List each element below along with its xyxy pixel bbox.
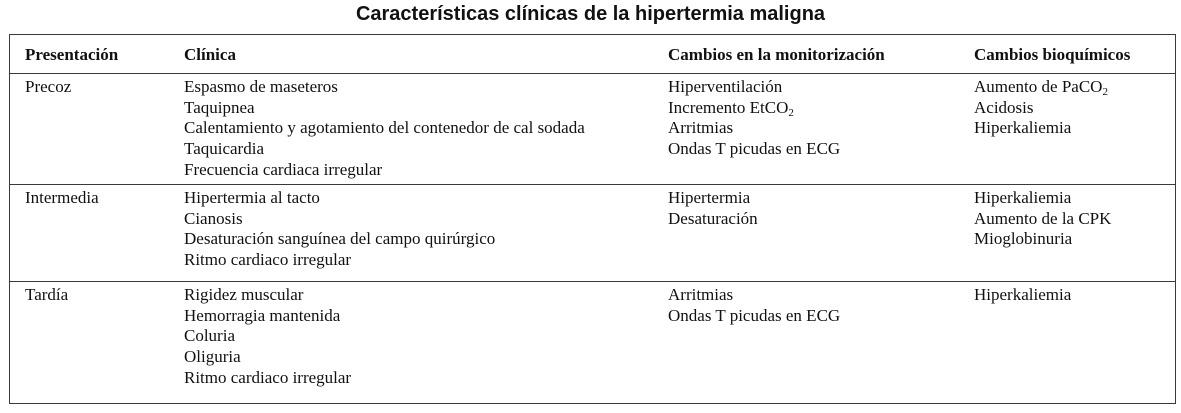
cell-line	[25, 77, 71, 98]
cell-text: Hiperkaliemia	[974, 118, 1072, 138]
cell-text: Ritmo cardiaco irregular	[184, 250, 352, 270]
cell-line	[184, 229, 495, 250]
cell-text: Hipertermia	[668, 188, 751, 207]
cell-text: Calentamiento y agotamiento del contenedor de cal sodada	[184, 118, 585, 138]
cell-monitorizacion	[668, 77, 840, 160]
cell-text: Aumento de la CPK	[974, 208, 1112, 228]
cell-text: Rigidez muscular	[184, 285, 304, 304]
cell-line	[184, 306, 351, 327]
cell-line	[974, 285, 1071, 306]
cell-line	[974, 209, 1111, 230]
cell-line	[184, 118, 585, 139]
cell-line	[668, 188, 758, 209]
cell-line	[668, 306, 840, 327]
cell-line	[974, 77, 1108, 98]
cell-line	[184, 188, 495, 209]
cell-line	[25, 188, 99, 209]
cell-line	[668, 285, 840, 306]
cell-text: Hiperkaliemia	[974, 188, 1072, 207]
cell-line	[184, 250, 495, 271]
cell-line	[184, 285, 351, 306]
cell-text: Ondas T picudas en ECG	[668, 139, 841, 159]
cell-line	[184, 160, 585, 181]
subscript: 2	[788, 106, 794, 119]
cell-presentacion	[25, 285, 68, 306]
cell-line	[668, 118, 840, 139]
cell-monitorizacion	[668, 188, 758, 229]
cell-line	[184, 77, 585, 98]
cell-line	[25, 285, 68, 306]
cell-text: Ondas T picudas en ECG	[668, 305, 841, 325]
cell-line	[668, 98, 840, 119]
cell-text: Frecuencia cardiaca irregular	[184, 159, 383, 179]
cell-text: Arritmias	[668, 118, 734, 138]
cell-text: Intermedia	[25, 188, 99, 207]
cell-text: Arritmias	[668, 285, 734, 304]
cell-text: Mioglobinuria	[974, 229, 1073, 249]
cell-text: Hipertermia al tacto	[184, 188, 320, 207]
cell-presentacion	[25, 188, 99, 209]
cell-clinica	[184, 77, 585, 181]
header-clinica: Clínica	[184, 45, 236, 64]
cell-line	[184, 368, 351, 389]
subscript: 2	[1102, 86, 1108, 98]
table-row	[10, 281, 1175, 403]
cell-text: Acidosis	[974, 97, 1034, 117]
cell-line	[974, 98, 1108, 119]
cell-text: Coluria	[184, 326, 235, 346]
table-row	[10, 73, 1175, 185]
table-header-row	[10, 35, 1175, 74]
cell-text: Desaturación sanguínea del campo quirúrgico	[184, 229, 496, 249]
cell-clinica	[184, 285, 351, 389]
cell-text: Hiperventilación	[668, 77, 783, 96]
header-presentacion: Presentación	[25, 45, 119, 64]
cell-text: Taquipnea	[184, 97, 255, 117]
cell-line	[184, 209, 495, 230]
cell-line	[668, 77, 840, 98]
cell-bioquimicos	[974, 188, 1111, 250]
cell-line	[668, 139, 840, 160]
cell-text: Aumento de PaCO	[974, 77, 1103, 96]
clinical-table	[9, 34, 1176, 404]
cell-line	[974, 188, 1111, 209]
header-monitorizacion: Cambios en la monitorización	[668, 45, 885, 64]
cell-text: Espasmo de maseteros	[184, 77, 338, 96]
cell-line	[184, 98, 585, 119]
cell-text: Desaturación	[668, 208, 758, 228]
cell-text: Hemorragia mantenida	[184, 305, 341, 325]
header-bioquimicos: Cambios bioquímicos	[974, 45, 1131, 64]
cell-text: Incremento EtCO	[668, 97, 789, 117]
cell-line	[184, 326, 351, 347]
cell-line	[974, 229, 1111, 250]
table-row	[10, 184, 1175, 282]
cell-text: Precoz	[25, 77, 72, 96]
cell-bioquimicos	[974, 285, 1071, 306]
cell-line	[974, 118, 1108, 139]
cell-bioquimicos	[974, 77, 1108, 139]
table-title: Características clínicas de la hipertermia maligna	[355, 3, 826, 25]
cell-text: Hiperkaliemia	[974, 285, 1072, 304]
cell-text: Tardía	[25, 285, 69, 304]
cell-presentacion	[25, 77, 71, 98]
cell-line	[668, 209, 758, 230]
cell-text: Oliguria	[184, 347, 241, 367]
cell-line	[184, 347, 351, 368]
cell-text: Taquicardia	[184, 139, 264, 159]
cell-clinica	[184, 188, 495, 271]
cell-line	[184, 139, 585, 160]
cell-text: Ritmo cardiaco irregular	[184, 367, 352, 387]
cell-monitorizacion	[668, 285, 840, 326]
cell-text: Cianosis	[184, 208, 243, 228]
